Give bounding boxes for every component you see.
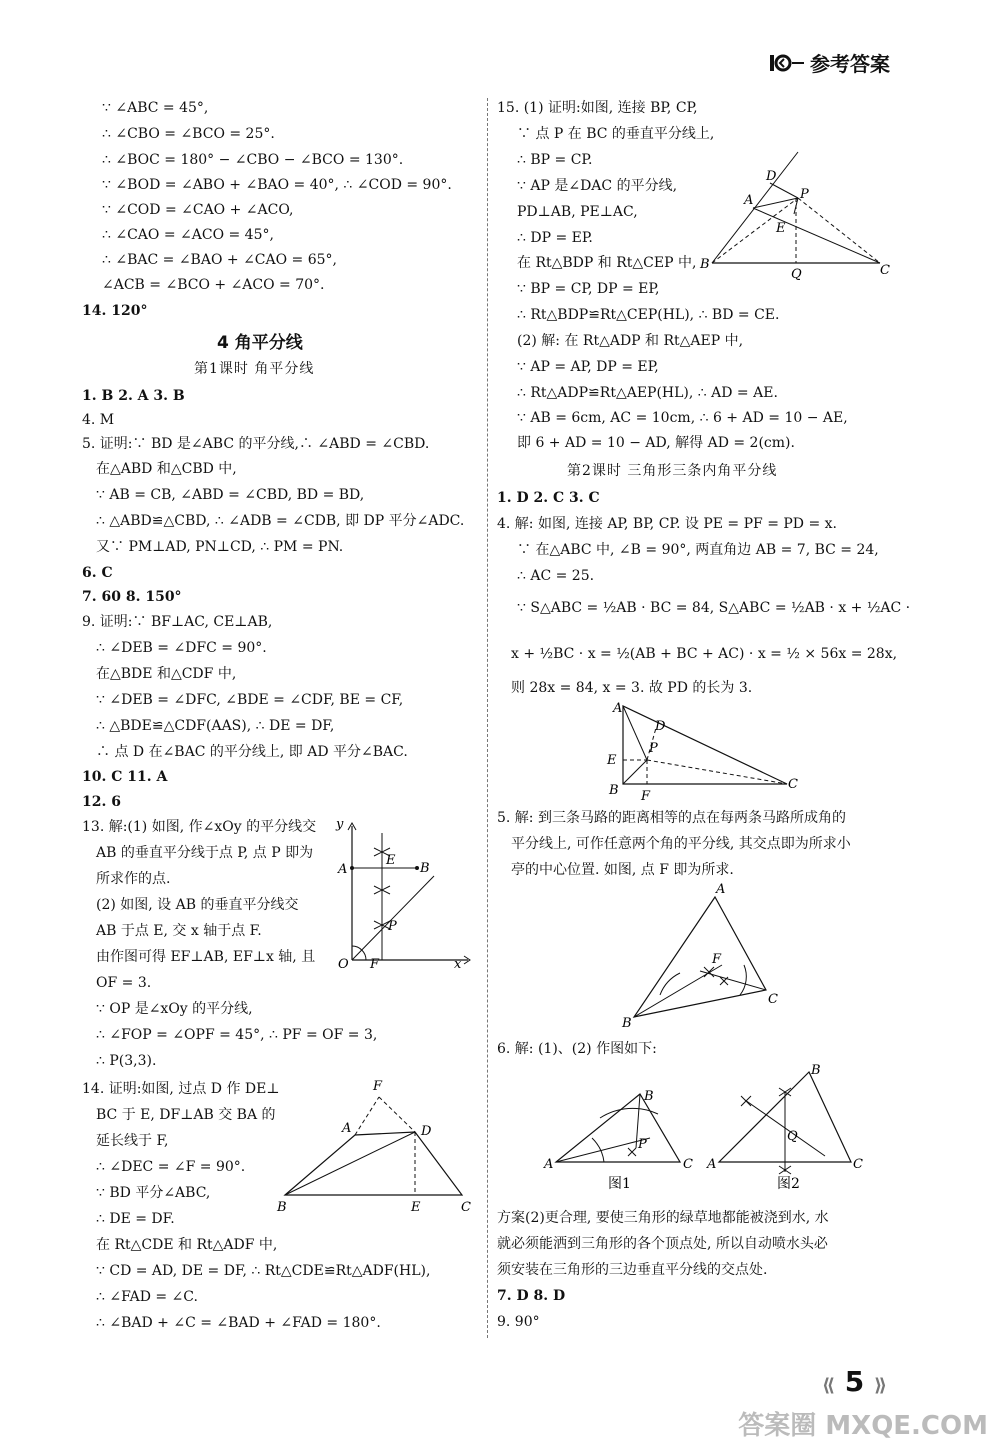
answer-line: 平分线上, 可作任意两个角的平分线, 其交点即为所求小 bbox=[511, 836, 851, 852]
svg-text:A: A bbox=[544, 1157, 554, 1172]
answer-14: 14. 120° bbox=[82, 303, 148, 319]
answer-line: 1. B 2. A 3. B bbox=[82, 388, 185, 404]
text-line: ∴ DP = EP. bbox=[517, 230, 593, 246]
text-line: ∴ ∠CAO = ∠ACO = 45°, bbox=[102, 227, 274, 243]
answer-line: (2) 如图, 设 AB 的垂直平分线交 bbox=[96, 897, 299, 913]
figure-14-quadrilateral bbox=[275, 1075, 475, 1215]
svg-text:B: B bbox=[811, 1063, 821, 1078]
answer-line: ∵ CD = AD, DE = DF, ∴ Rt△CDE≌Rt△ADF(HL), bbox=[96, 1263, 431, 1279]
answer-line: ∵ OP 是∠xOy 的平分线, bbox=[96, 1001, 253, 1017]
text-line: (2) 解: 在 Rt△ADP 和 Rt△AEP 中, bbox=[517, 333, 744, 349]
answer-line: 须安装在三角形的三边垂直平分线的交点处. bbox=[497, 1262, 768, 1278]
answer-line: 在 Rt△CDE 和 Rt△ADF 中, bbox=[96, 1237, 278, 1253]
figure-4-right-triangle bbox=[605, 701, 805, 804]
svg-text:A: A bbox=[338, 862, 348, 877]
svg-text:A: A bbox=[744, 193, 754, 208]
answer-line: ∴ ∠DEC = ∠F = 90°. bbox=[96, 1159, 246, 1175]
answer-line: BC 于 E, DF⊥AB 交 BA 的 bbox=[96, 1107, 276, 1123]
figure-caption: 图2 bbox=[777, 1176, 800, 1192]
text-line: ∵ ∠COD = ∠CAO + ∠ACO, bbox=[102, 202, 294, 218]
answer-line: 4. 解: 如图, 连接 AP, BP, CP. 设 PE = PF = PD = x. bbox=[497, 516, 837, 532]
answer-line: 4. M bbox=[82, 412, 115, 428]
text-line: ∴ Rt△BDP≌Rt△CEP(HL), ∴ BD = CE. bbox=[517, 307, 780, 323]
answer-line: 5. 解: 到三条马路的距离相等的点在每两条马路所成角的 bbox=[497, 810, 846, 826]
svg-text:C: C bbox=[768, 992, 778, 1007]
lesson-subtitle: 第1课时 角平分线 bbox=[194, 361, 315, 377]
text-line: 即 6 + AD = 10 − AD, 解得 AD = 2(cm). bbox=[517, 435, 795, 451]
answer-line: AB 的垂直平分线于点 P, 点 P 即为 bbox=[96, 845, 314, 861]
answer-line: 又∵ PM⊥AD, PN⊥CD, ∴ PM = PN. bbox=[96, 539, 344, 555]
svg-text:F: F bbox=[712, 952, 722, 967]
svg-text:C: C bbox=[880, 263, 890, 278]
svg-text:A: A bbox=[613, 701, 623, 716]
answer-line: 6. 解: (1)、(2) 作图如下: bbox=[497, 1041, 657, 1057]
figure-caption: 图1 bbox=[608, 1176, 631, 1192]
answer-line: 则 28x = 84, x = 3. 故 PD 的长为 3. bbox=[511, 680, 753, 696]
answer-line: 14. 证明:如图, 过点 D 作 DE⊥ bbox=[82, 1081, 280, 1097]
svg-text:C: C bbox=[788, 777, 798, 792]
svg-text:O: O bbox=[338, 957, 349, 972]
answer-line: 9. 90° bbox=[497, 1314, 540, 1330]
answer-line: ∵ ∠DEB = ∠DFC, ∠BDE = ∠CDF, BE = CF, bbox=[96, 692, 404, 708]
svg-text:D: D bbox=[766, 169, 777, 184]
svg-text:Q: Q bbox=[787, 1129, 798, 1144]
answer-line: OF = 3. bbox=[96, 975, 152, 991]
answer-line: 就必须能洒到三角形的各个顶点处, 所以自动喷水头必 bbox=[497, 1236, 828, 1252]
svg-text:P: P bbox=[649, 741, 658, 756]
answer-line: 所求作的点. bbox=[96, 871, 171, 887]
answer-line: ∴ ∠DEB = ∠DFC = 90°. bbox=[96, 640, 267, 656]
answer-line: ∴ AC = 25. bbox=[517, 568, 595, 584]
svg-text:P: P bbox=[388, 919, 397, 934]
text-line: ∵ ∠ABC = 45°, bbox=[102, 100, 209, 116]
answer-line: ∴ △ABD≌△CBD, ∴ ∠ADB = ∠CDB, 即 DP 平分∠ADC. bbox=[96, 513, 465, 529]
answer-line: ∴ ∠FOP = ∠OPF = 45°, ∴ PF = OF = 3, bbox=[96, 1027, 378, 1043]
svg-text:P: P bbox=[800, 187, 809, 202]
svg-text:y: y bbox=[336, 817, 344, 832]
answer-line: 5. 证明:∵ BD 是∠ABC 的平分线,∴ ∠ABD = ∠CBD. bbox=[82, 436, 430, 452]
svg-text:P: P bbox=[638, 1137, 647, 1152]
answer-line: ∴ DE = DF. bbox=[96, 1211, 175, 1227]
answer-line: 1. D 2. C 3. C bbox=[497, 490, 600, 506]
watermark: 答案圈 MXQE.COM bbox=[738, 1411, 988, 1441]
page-header bbox=[770, 48, 890, 77]
figure-6-1 bbox=[540, 1088, 710, 1198]
answer-line: 6. C bbox=[82, 565, 113, 581]
svg-text:B: B bbox=[644, 1089, 654, 1104]
answer-line: x + ½BC · x = ½(AB + BC + AC) · x = ½ × 56x = 28x, bbox=[511, 646, 898, 662]
answer-line: 7. 60 8. 150° bbox=[82, 589, 182, 605]
svg-text:A: A bbox=[716, 882, 726, 897]
svg-text:C: C bbox=[683, 1157, 693, 1172]
text-line: ∵ 点 P 在 BC 的垂直平分线上, bbox=[517, 126, 715, 142]
svg-text:E: E bbox=[411, 1200, 421, 1215]
header-title: 参考答案 bbox=[810, 52, 890, 76]
answer-line: ∴ ∠FAD = ∠C. bbox=[96, 1289, 198, 1305]
svg-text:B: B bbox=[700, 257, 710, 272]
answer-line: ∴ ∠BAD + ∠C = ∠BAD + ∠FAD = 180°. bbox=[96, 1315, 381, 1331]
answer-line: ∵ BD 平分∠ABC, bbox=[96, 1185, 211, 1201]
text-line: ∵ BP = CP, DP = EP, bbox=[517, 281, 660, 297]
figure-13-coordinate-construction bbox=[330, 818, 480, 973]
answer-line: ∴ 点 D 在∠BAC 的平分线上, 即 AD 平分∠BAC. bbox=[96, 744, 408, 760]
page-number: ⟪ 5 ⟫ bbox=[822, 1365, 887, 1398]
answer-line: 10. C 11. A bbox=[82, 769, 168, 785]
text-line: ∴ ∠CBO = ∠BCO = 25°. bbox=[102, 126, 275, 142]
answer-line: 13. 解:(1) 如图, 作∠xOy 的平分线交 bbox=[82, 819, 317, 835]
svg-text:A: A bbox=[342, 1121, 352, 1136]
svg-text:F: F bbox=[641, 789, 651, 804]
figure-15-triangle bbox=[698, 150, 898, 280]
section-title: 4 角平分线 bbox=[217, 333, 303, 353]
lesson-subtitle: 第2课时 三角形三条内角平分线 bbox=[567, 463, 778, 479]
answer-line: ∵ 在△ABC 中, ∠B = 90°, 两直角边 AB = 7, BC = 24, bbox=[517, 542, 879, 558]
svg-text:C: C bbox=[461, 1200, 471, 1215]
text-line: ∠ACB = ∠BCO + ∠ACO = 70°. bbox=[102, 277, 325, 293]
svg-text:F: F bbox=[373, 1079, 383, 1094]
text-line: ∴ ∠BAC = ∠BAO + ∠CAO = 65°, bbox=[102, 252, 337, 268]
svg-text:Q: Q bbox=[791, 267, 802, 282]
figure-5-triangle-bisectors bbox=[620, 882, 790, 1031]
answer-line: 12. 6 bbox=[82, 794, 121, 810]
text-line: ∵ AP 是∠DAC 的平分线, bbox=[517, 178, 678, 194]
answer-line: AB 于点 E, 交 x 轴于点 F. bbox=[96, 923, 262, 939]
svg-text:B: B bbox=[420, 861, 430, 876]
answer-line: 7. D 8. D bbox=[497, 1288, 566, 1304]
text-line: ∵ AB = 6cm, AC = 10cm, ∴ 6 + AD = 10 − AE, bbox=[517, 410, 848, 426]
figure-6-2 bbox=[705, 1062, 875, 1198]
svg-text:F: F bbox=[370, 957, 380, 972]
text-line: 在 Rt△BDP 和 Rt△CEP 中, bbox=[517, 255, 697, 271]
svg-text:D: D bbox=[421, 1124, 432, 1139]
text-line: ∴ Rt△ADP≌Rt△AEP(HL), ∴ AD = AE. bbox=[517, 385, 778, 401]
answer-line: 亭的中心位置. 如图, 点 F 即为所求. bbox=[511, 862, 734, 878]
answer-line: 在△ABD 和△CBD 中, bbox=[96, 461, 237, 477]
text-line: ∵ ∠BOD = ∠ABO + ∠BAO = 40°, ∴ ∠COD = 90°. bbox=[102, 177, 452, 193]
answer-line: ∵ S△ABC = ½AB · BC = 84, S△ABC = ½AB · x + ½AC · bbox=[517, 600, 911, 616]
svg-text:B: B bbox=[622, 1016, 632, 1031]
column-divider bbox=[487, 98, 488, 1338]
answer-line: 延长线于 F, bbox=[96, 1133, 169, 1149]
text-line: ∴ ∠BOC = 180° − ∠CBO − ∠BCO = 130°. bbox=[102, 152, 404, 168]
answer-line: 在△BDE 和△CDF 中, bbox=[96, 666, 237, 682]
text-line: ∵ AP = AP, DP = EP, bbox=[517, 359, 659, 375]
svg-text:x: x bbox=[454, 957, 462, 972]
svg-text:B: B bbox=[277, 1200, 287, 1215]
svg-text:E: E bbox=[386, 853, 396, 868]
text-line: PD⊥AB, PE⊥AC, bbox=[517, 204, 638, 220]
svg-text:E: E bbox=[776, 221, 786, 236]
answer-line: 9. 证明:∵ BF⊥AC, CE⊥AB, bbox=[82, 614, 273, 630]
answer-line: ∴ △BDE≌△CDF(AAS), ∴ DE = DF, bbox=[96, 718, 335, 734]
text-line: ∴ BP = CP. bbox=[517, 152, 593, 168]
answer-line: ∴ P(3,3). bbox=[96, 1053, 157, 1069]
answer-line: 方案(2)更合理, 要使三角形的绿草地都能被浇到水, 水 bbox=[497, 1210, 829, 1226]
book-logo-icon bbox=[770, 53, 804, 73]
svg-text:E: E bbox=[607, 753, 617, 768]
answer-15-line: 15. (1) 证明:如图, 连接 BP, CP, bbox=[497, 100, 698, 116]
svg-text:C: C bbox=[853, 1157, 863, 1172]
svg-text:B: B bbox=[609, 783, 619, 798]
answer-line: 由作图可得 EF⊥AB, EF⊥x 轴, 且 bbox=[96, 949, 316, 965]
svg-text:D: D bbox=[655, 719, 666, 734]
answer-line: ∵ AB = CB, ∠ABD = ∠CBD, BD = BD, bbox=[96, 487, 365, 503]
svg-text:A: A bbox=[707, 1157, 717, 1172]
